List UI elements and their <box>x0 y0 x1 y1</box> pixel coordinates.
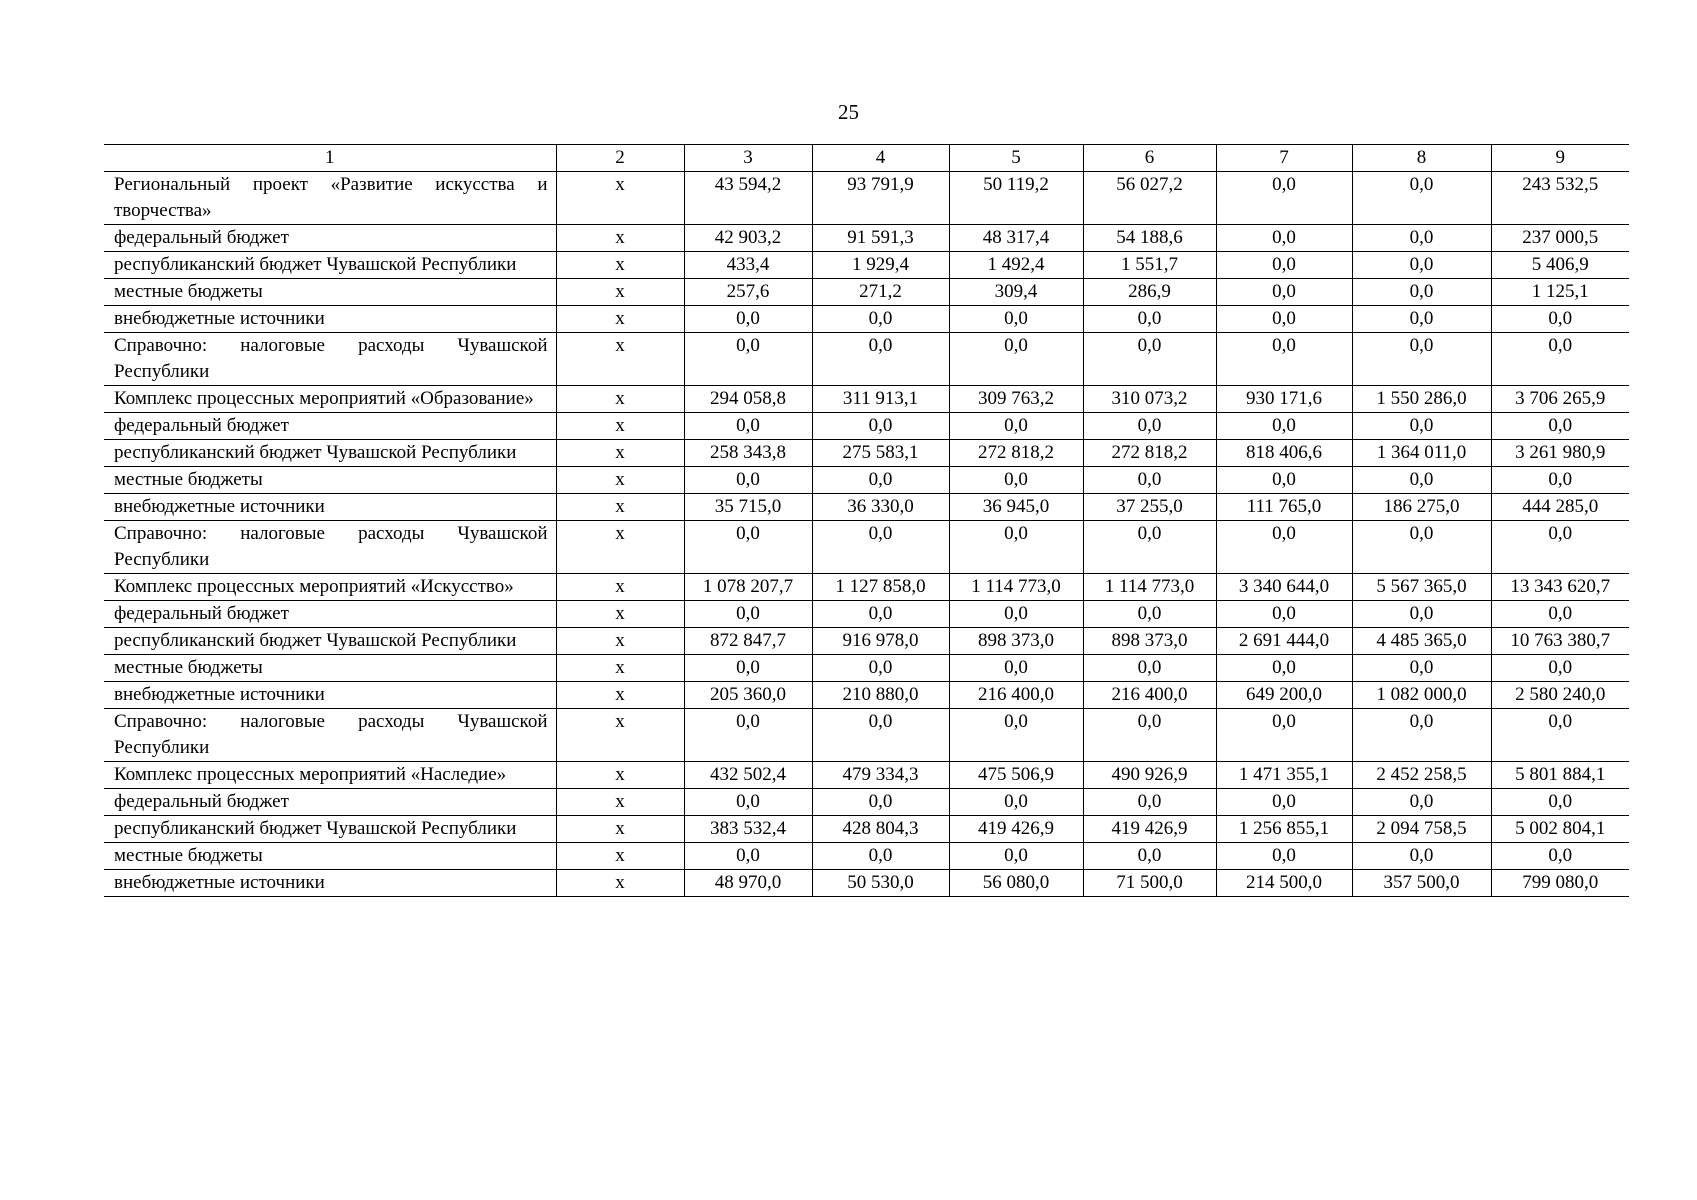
table-row <box>104 279 1629 306</box>
cell-value: 2 094 758,5 <box>1352 816 1491 843</box>
cell-value: 0,0 <box>1216 225 1352 252</box>
cell-value: 0,0 <box>1216 172 1352 225</box>
table-row <box>104 601 1629 628</box>
cell-value: 50 530,0 <box>812 870 949 897</box>
row-label: местные бюджеты <box>104 279 556 306</box>
cell-value: 214 500,0 <box>1216 870 1352 897</box>
cell-value: 0,0 <box>1083 413 1216 440</box>
column-header-2: 2 <box>556 145 684 172</box>
cell-value: 3 340 644,0 <box>1216 574 1352 601</box>
column-header-4: 4 <box>812 145 949 172</box>
cell-value: 5 801 884,1 <box>1491 762 1629 789</box>
cell-value: 475 506,9 <box>949 762 1083 789</box>
page-number: 25 <box>838 100 859 124</box>
cell-value: 0,0 <box>1216 789 1352 816</box>
table-row <box>104 467 1629 494</box>
cell-value: 0,0 <box>1083 333 1216 386</box>
row-label: местные бюджеты <box>104 467 556 494</box>
cell-value: 275 583,1 <box>812 440 949 467</box>
budget-table <box>104 144 1629 897</box>
cell-value: 428 804,3 <box>812 816 949 843</box>
cell-value: 294 058,8 <box>684 386 812 413</box>
cell-value: 0,0 <box>812 521 949 574</box>
row-label: республиканский бюджет Чувашской Республики <box>104 252 556 279</box>
cell-value: х <box>556 843 684 870</box>
cell-value: 2 452 258,5 <box>1352 762 1491 789</box>
cell-value: х <box>556 172 684 225</box>
cell-value: 0,0 <box>812 789 949 816</box>
cell-value: 243 532,5 <box>1491 172 1629 225</box>
cell-value: 0,0 <box>812 413 949 440</box>
row-label: республиканский бюджет Чувашской Республики <box>104 440 556 467</box>
cell-value: 36 945,0 <box>949 494 1083 521</box>
cell-value: 0,0 <box>1491 521 1629 574</box>
column-header-1: 1 <box>104 145 556 172</box>
cell-value: 257,6 <box>684 279 812 306</box>
cell-value: 898 373,0 <box>949 628 1083 655</box>
cell-value: 93 791,9 <box>812 172 949 225</box>
cell-value: 1 114 773,0 <box>1083 574 1216 601</box>
cell-value: 2 580 240,0 <box>1491 682 1629 709</box>
table-row <box>104 494 1629 521</box>
cell-value: 0,0 <box>1352 789 1491 816</box>
cell-value: 0,0 <box>1491 467 1629 494</box>
cell-value: 0,0 <box>1491 789 1629 816</box>
row-label: Комплекс процессных мероприятий «Образование» <box>104 386 556 413</box>
cell-value: 0,0 <box>1083 843 1216 870</box>
cell-value: 5 567 365,0 <box>1352 574 1491 601</box>
table-row <box>104 843 1629 870</box>
cell-value: 0,0 <box>949 843 1083 870</box>
cell-value: 258 343,8 <box>684 440 812 467</box>
cell-value: 271,2 <box>812 279 949 306</box>
row-label: Комплекс процессных мероприятий «Искусство» <box>104 574 556 601</box>
table-row <box>104 252 1629 279</box>
cell-value: 1 364 011,0 <box>1352 440 1491 467</box>
cell-value: х <box>556 252 684 279</box>
cell-value: 1 471 355,1 <box>1216 762 1352 789</box>
row-label: республиканский бюджет Чувашской Республики <box>104 816 556 843</box>
cell-value: 210 880,0 <box>812 682 949 709</box>
cell-value: 0,0 <box>1352 521 1491 574</box>
cell-value: х <box>556 870 684 897</box>
cell-value: 1 551,7 <box>1083 252 1216 279</box>
table-row <box>104 333 1629 386</box>
cell-value: 3 706 265,9 <box>1491 386 1629 413</box>
cell-value: 310 073,2 <box>1083 386 1216 413</box>
cell-value: 13 343 620,7 <box>1491 574 1629 601</box>
cell-value: 444 285,0 <box>1491 494 1629 521</box>
cell-value: 0,0 <box>684 306 812 333</box>
cell-value: 1 929,4 <box>812 252 949 279</box>
cell-value: 111 765,0 <box>1216 494 1352 521</box>
row-label: федеральный бюджет <box>104 413 556 440</box>
row-label: Комплекс процессных мероприятий «Наследие» <box>104 762 556 789</box>
cell-value: 216 400,0 <box>1083 682 1216 709</box>
cell-value: 0,0 <box>1352 709 1491 762</box>
cell-value: х <box>556 333 684 386</box>
cell-value: 357 500,0 <box>1352 870 1491 897</box>
cell-value: х <box>556 574 684 601</box>
row-label: Справочно: налоговые расходы Чувашской Республики <box>104 709 556 762</box>
cell-value: 0,0 <box>949 306 1083 333</box>
cell-value: 433,4 <box>684 252 812 279</box>
cell-value: 0,0 <box>949 709 1083 762</box>
cell-value: 0,0 <box>1083 467 1216 494</box>
cell-value: 0,0 <box>1083 655 1216 682</box>
cell-value: х <box>556 306 684 333</box>
table-row <box>104 870 1629 897</box>
cell-value: 0,0 <box>1491 306 1629 333</box>
cell-value: 649 200,0 <box>1216 682 1352 709</box>
cell-value: 0,0 <box>1216 413 1352 440</box>
column-header-3: 3 <box>684 145 812 172</box>
cell-value: 91 591,3 <box>812 225 949 252</box>
cell-value: 0,0 <box>1352 306 1491 333</box>
cell-value: 0,0 <box>949 521 1083 574</box>
column-header-7: 7 <box>1216 145 1352 172</box>
cell-value: 0,0 <box>812 601 949 628</box>
row-label: Региональный проект «Развитие искусства и творчества» <box>104 172 556 225</box>
column-header-5: 5 <box>949 145 1083 172</box>
cell-value: 0,0 <box>684 709 812 762</box>
cell-value: 818 406,6 <box>1216 440 1352 467</box>
cell-value: 930 171,6 <box>1216 386 1352 413</box>
table-row <box>104 413 1629 440</box>
cell-value: 0,0 <box>684 521 812 574</box>
cell-value: 1 256 855,1 <box>1216 816 1352 843</box>
cell-value: 36 330,0 <box>812 494 949 521</box>
cell-value: 0,0 <box>1491 709 1629 762</box>
row-label: федеральный бюджет <box>104 601 556 628</box>
cell-value: 54 188,6 <box>1083 225 1216 252</box>
cell-value: 0,0 <box>684 843 812 870</box>
table-row <box>104 682 1629 709</box>
cell-value: 0,0 <box>812 333 949 386</box>
cell-value: 0,0 <box>1216 333 1352 386</box>
cell-value: х <box>556 413 684 440</box>
cell-value: 0,0 <box>1352 467 1491 494</box>
table-row <box>104 789 1629 816</box>
cell-value: 0,0 <box>1491 333 1629 386</box>
table-row <box>104 762 1629 789</box>
row-label: местные бюджеты <box>104 655 556 682</box>
cell-value: 0,0 <box>1352 333 1491 386</box>
cell-value: х <box>556 601 684 628</box>
cell-value: 0,0 <box>812 655 949 682</box>
cell-value: 186 275,0 <box>1352 494 1491 521</box>
cell-value: 56 080,0 <box>949 870 1083 897</box>
cell-value: 872 847,7 <box>684 628 812 655</box>
cell-value: 309,4 <box>949 279 1083 306</box>
cell-value: 1 078 207,7 <box>684 574 812 601</box>
cell-value: 0,0 <box>1083 789 1216 816</box>
table-row <box>104 172 1629 225</box>
cell-value: х <box>556 816 684 843</box>
table-row <box>104 574 1629 601</box>
cell-value: 0,0 <box>1216 601 1352 628</box>
row-label: республиканский бюджет Чувашской Республики <box>104 628 556 655</box>
cell-value: х <box>556 628 684 655</box>
cell-value: 0,0 <box>684 467 812 494</box>
cell-value: 0,0 <box>684 601 812 628</box>
cell-value: 205 360,0 <box>684 682 812 709</box>
cell-value: 10 763 380,7 <box>1491 628 1629 655</box>
table-row <box>104 521 1629 574</box>
cell-value: 0,0 <box>1352 172 1491 225</box>
cell-value: 916 978,0 <box>812 628 949 655</box>
cell-value: 48 970,0 <box>684 870 812 897</box>
cell-value: 0,0 <box>949 789 1083 816</box>
cell-value: 0,0 <box>1352 601 1491 628</box>
row-label: федеральный бюджет <box>104 789 556 816</box>
cell-value: 237 000,5 <box>1491 225 1629 252</box>
cell-value: 5 002 804,1 <box>1491 816 1629 843</box>
cell-value: 0,0 <box>1083 521 1216 574</box>
cell-value: 419 426,9 <box>1083 816 1216 843</box>
cell-value: х <box>556 762 684 789</box>
cell-value: 432 502,4 <box>684 762 812 789</box>
cell-value: 0,0 <box>1352 655 1491 682</box>
cell-value: 272 818,2 <box>1083 440 1216 467</box>
cell-value: 0,0 <box>812 467 949 494</box>
row-label: Справочно: налоговые расходы Чувашской Республики <box>104 521 556 574</box>
row-label: Справочно: налоговые расходы Чувашской Республики <box>104 333 556 386</box>
cell-value: 0,0 <box>949 333 1083 386</box>
table-row <box>104 709 1629 762</box>
cell-value: 71 500,0 <box>1083 870 1216 897</box>
row-label: внебюджетные источники <box>104 682 556 709</box>
cell-value: 1 127 858,0 <box>812 574 949 601</box>
cell-value: 1 492,4 <box>949 252 1083 279</box>
cell-value: 0,0 <box>949 601 1083 628</box>
cell-value: х <box>556 386 684 413</box>
cell-value: 0,0 <box>1083 601 1216 628</box>
cell-value: 0,0 <box>1491 413 1629 440</box>
cell-value: 5 406,9 <box>1491 252 1629 279</box>
cell-value: х <box>556 494 684 521</box>
cell-value: 0,0 <box>1491 655 1629 682</box>
cell-value: 0,0 <box>1352 413 1491 440</box>
cell-value: х <box>556 655 684 682</box>
cell-value: 216 400,0 <box>949 682 1083 709</box>
cell-value: 4 485 365,0 <box>1352 628 1491 655</box>
cell-value: х <box>556 279 684 306</box>
table-row <box>104 816 1629 843</box>
cell-value: 0,0 <box>1216 467 1352 494</box>
cell-value: 479 334,3 <box>812 762 949 789</box>
cell-value: 1 125,1 <box>1491 279 1629 306</box>
table-row <box>104 306 1629 333</box>
cell-value: 0,0 <box>1491 601 1629 628</box>
cell-value: 37 255,0 <box>1083 494 1216 521</box>
cell-value: 0,0 <box>1083 306 1216 333</box>
cell-value: 0,0 <box>1216 655 1352 682</box>
cell-value: 0,0 <box>812 843 949 870</box>
cell-value: 309 763,2 <box>949 386 1083 413</box>
row-label: местные бюджеты <box>104 843 556 870</box>
cell-value: 0,0 <box>949 413 1083 440</box>
cell-value: 0,0 <box>1352 225 1491 252</box>
cell-value: 0,0 <box>1216 521 1352 574</box>
row-label: внебюджетные источники <box>104 494 556 521</box>
cell-value: х <box>556 467 684 494</box>
cell-value: 48 317,4 <box>949 225 1083 252</box>
cell-value: 272 818,2 <box>949 440 1083 467</box>
table-row <box>104 225 1629 252</box>
cell-value: 43 594,2 <box>684 172 812 225</box>
cell-value: 0,0 <box>684 333 812 386</box>
row-label: внебюджетные источники <box>104 870 556 897</box>
cell-value: 311 913,1 <box>812 386 949 413</box>
cell-value: х <box>556 521 684 574</box>
column-header-6: 6 <box>1083 145 1216 172</box>
cell-value: 1 550 286,0 <box>1352 386 1491 413</box>
cell-value: 898 373,0 <box>1083 628 1216 655</box>
cell-value: х <box>556 789 684 816</box>
table-row <box>104 628 1629 655</box>
table-row <box>104 655 1629 682</box>
cell-value: 383 532,4 <box>684 816 812 843</box>
cell-value: х <box>556 709 684 762</box>
cell-value: 0,0 <box>1216 709 1352 762</box>
cell-value: 0,0 <box>1216 306 1352 333</box>
cell-value: 0,0 <box>1216 279 1352 306</box>
cell-value: х <box>556 682 684 709</box>
table-header-row <box>104 145 1629 172</box>
cell-value: 0,0 <box>812 306 949 333</box>
cell-value: 0,0 <box>1216 843 1352 870</box>
column-header-9: 9 <box>1491 145 1629 172</box>
cell-value: 419 426,9 <box>949 816 1083 843</box>
cell-value: 42 903,2 <box>684 225 812 252</box>
table-row <box>104 386 1629 413</box>
cell-value: 0,0 <box>1352 843 1491 870</box>
cell-value: 50 119,2 <box>949 172 1083 225</box>
cell-value: 0,0 <box>1491 843 1629 870</box>
table-row <box>104 440 1629 467</box>
cell-value: 2 691 444,0 <box>1216 628 1352 655</box>
cell-value: 1 082 000,0 <box>1352 682 1491 709</box>
cell-value: 0,0 <box>684 789 812 816</box>
column-header-8: 8 <box>1352 145 1491 172</box>
cell-value: 0,0 <box>684 413 812 440</box>
cell-value: 0,0 <box>1083 709 1216 762</box>
cell-value: 799 080,0 <box>1491 870 1629 897</box>
cell-value: 0,0 <box>1352 279 1491 306</box>
cell-value: 0,0 <box>684 655 812 682</box>
cell-value: 0,0 <box>949 467 1083 494</box>
cell-value: х <box>556 440 684 467</box>
cell-value: 0,0 <box>1352 252 1491 279</box>
row-label: федеральный бюджет <box>104 225 556 252</box>
cell-value: 490 926,9 <box>1083 762 1216 789</box>
table-body <box>104 172 1629 897</box>
cell-value: 56 027,2 <box>1083 172 1216 225</box>
cell-value: 0,0 <box>1216 252 1352 279</box>
cell-value: 35 715,0 <box>684 494 812 521</box>
cell-value: 3 261 980,9 <box>1491 440 1629 467</box>
cell-value: 0,0 <box>949 655 1083 682</box>
cell-value: 286,9 <box>1083 279 1216 306</box>
cell-value: 1 114 773,0 <box>949 574 1083 601</box>
row-label: внебюджетные источники <box>104 306 556 333</box>
cell-value: 0,0 <box>812 709 949 762</box>
cell-value: х <box>556 225 684 252</box>
